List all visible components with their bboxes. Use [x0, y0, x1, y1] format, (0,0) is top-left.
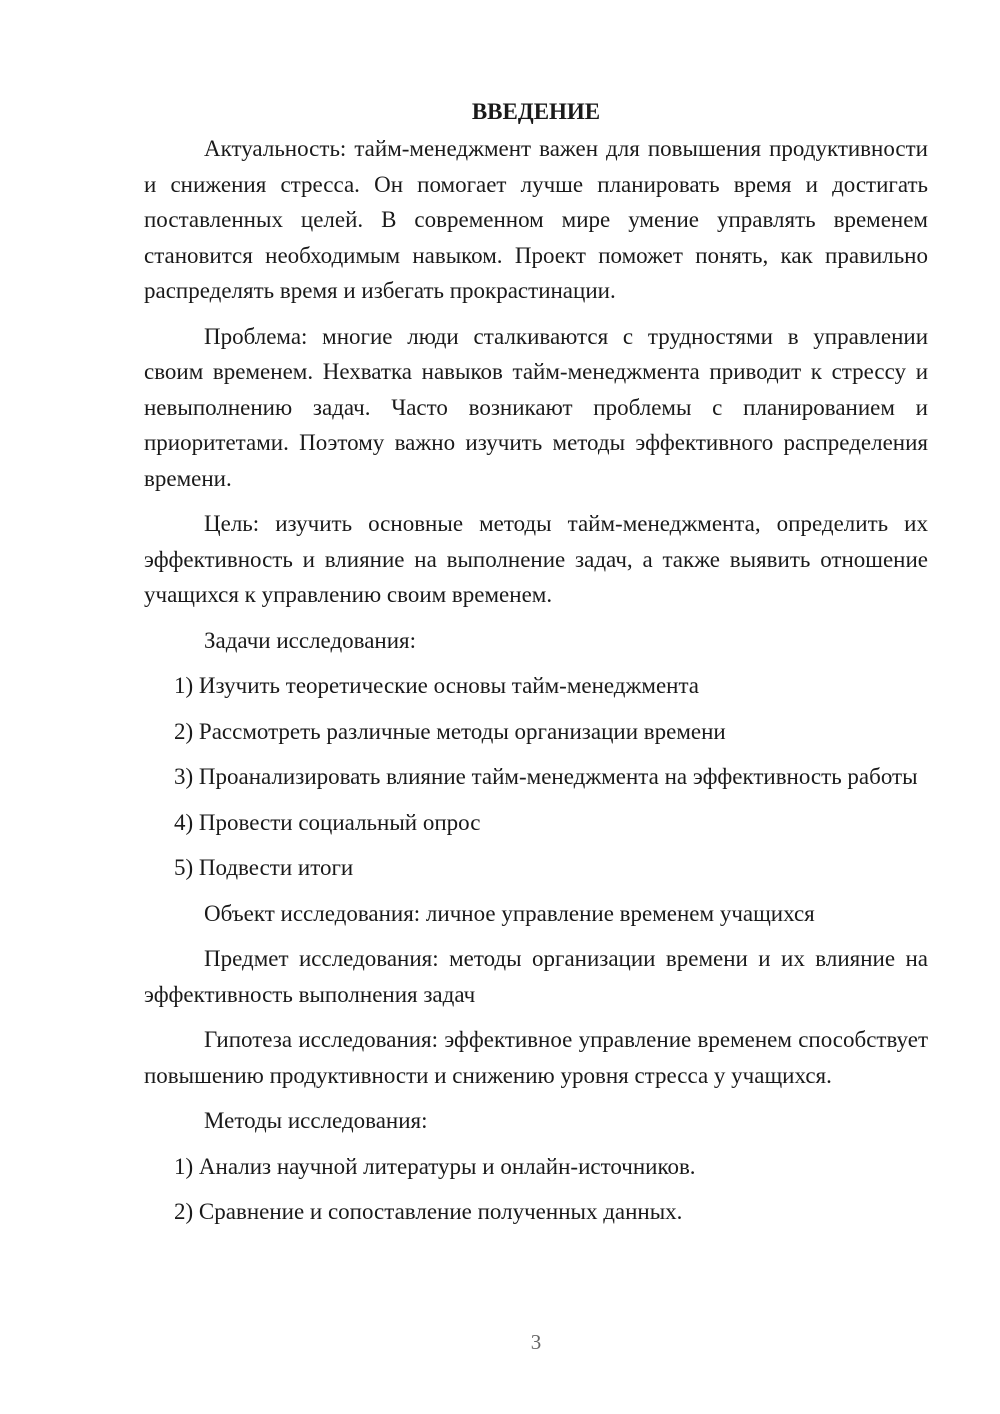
paragraph-goal: Цель: изучить основные методы тайм-менеджмента, определить их эффективность и влияние на выполнение задач, а также выявить отношение учащихся к управлению своим временем. [144, 511, 928, 607]
task-item-4: 4) Провести социальный опрос [174, 809, 481, 835]
tasks-intro: Задачи исследования: [204, 627, 417, 653]
methods-intro: Методы исследования: [204, 1108, 428, 1133]
paragraph-actuality: Актуальность: тайм-менеджмент важен для повышения продуктивности и снижения стресса. Он помогает лучше планировать время и достигать поставленных целей. В современном мире умение управлять временем становится необходимым навыком. Проект поможет понять, как правильно распределять время и избегать прокрастинации. [144, 136, 928, 303]
task-item-3: 3) Проанализировать влияние тайм-менеджмента на эффективность работы [174, 764, 918, 789]
method-item-1: 1) Анализ научной литературы и онлайн-источников. [174, 1153, 696, 1179]
paragraph-subject: Предмет исследования: методы организации времени и их влияние на эффективность выполнения задач [144, 946, 928, 1007]
task-item-5: 5) Подвести итоги [174, 855, 354, 880]
document-body [144, 94, 928, 1240]
section-heading: ВВЕДЕНИЕ [471, 99, 601, 124]
page-number: 3 [530, 1330, 542, 1354]
paragraph-hypothesis: Гипотеза исследования: эффективное управление временем способствует повышению продуктивности и снижению уровня стресса у учащихся. [144, 1027, 928, 1088]
task-item-2: 2) Рассмотреть различные методы организации времени [174, 718, 726, 744]
method-item-2: 2) Сравнение и сопоставление полученных данных. [174, 1199, 683, 1224]
paragraph-problem: Проблема: многие люди сталкиваются с трудностями в управлении своим временем. Нехватка навыков тайм-менеджмента приводит к стрессу и невыполнению задач. Часто возникают проблемы с планированием и приоритетами. Поэтому важно изучить методы эффективного распределения времени. [144, 323, 928, 491]
paragraph-object: Объект исследования: личное управление временем учащихся [204, 900, 815, 926]
task-item-1: 1) Изучить теоретические основы тайм-менеджмента [174, 673, 700, 698]
